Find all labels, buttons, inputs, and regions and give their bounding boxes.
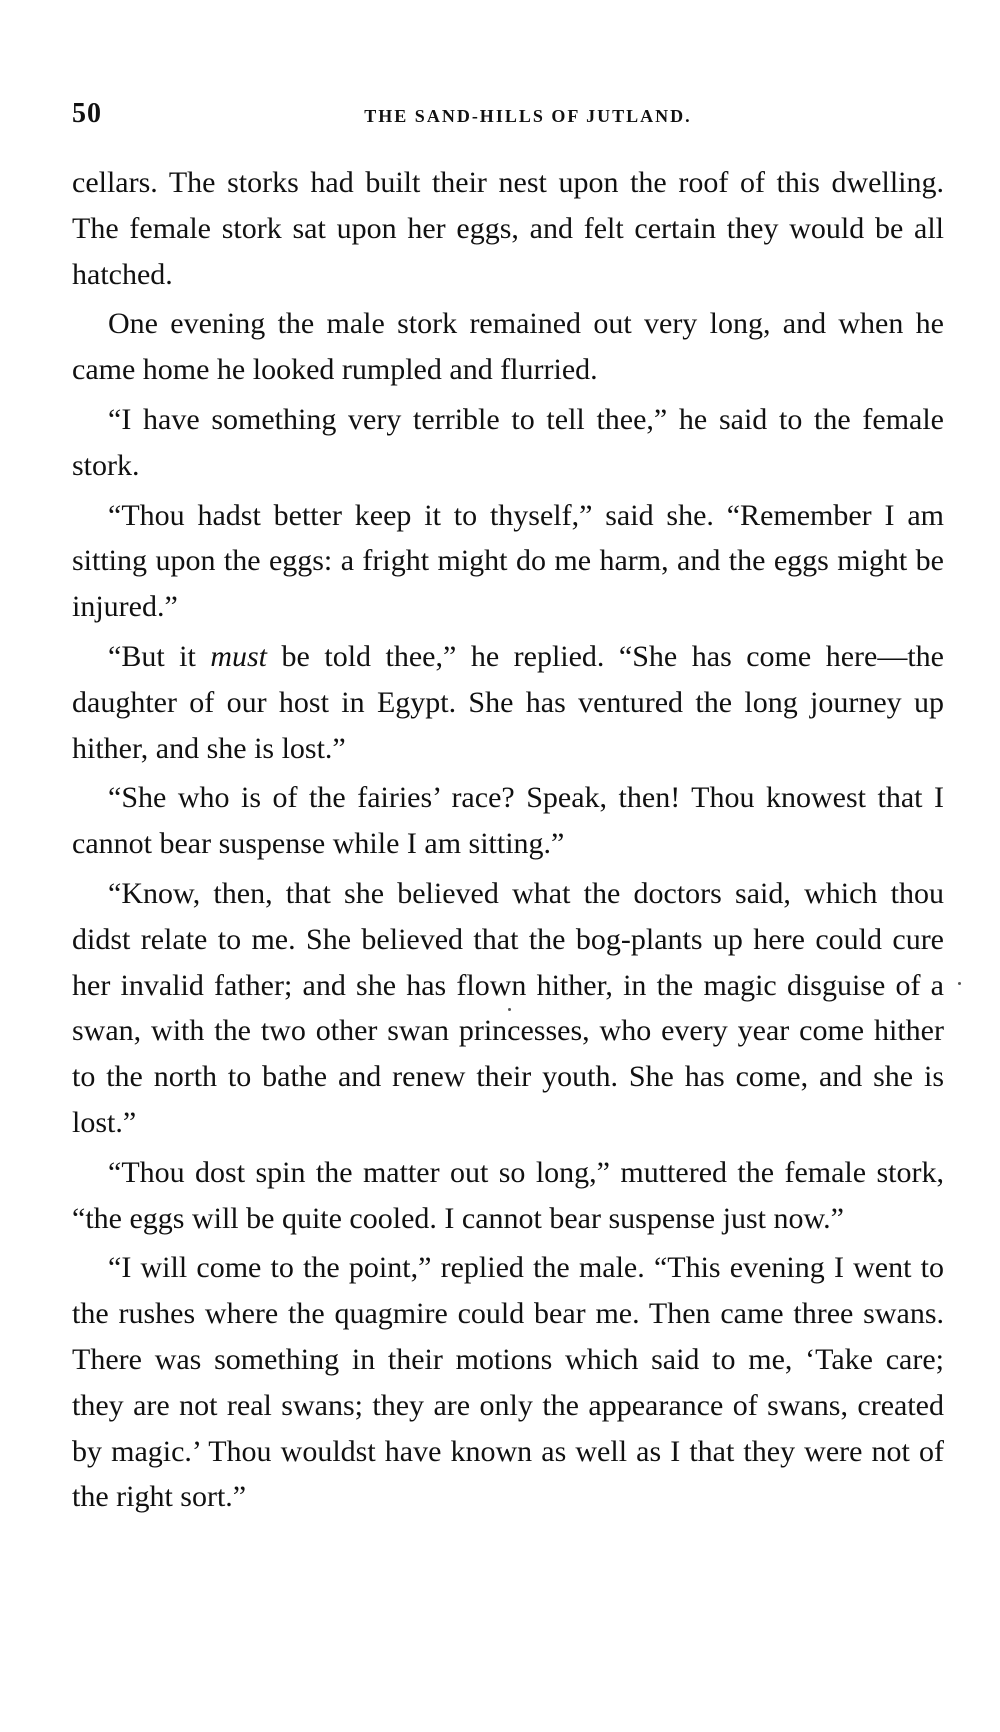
paragraph-text-before-emphasis: “But it (108, 639, 211, 673)
print-speck (958, 982, 961, 985)
paragraph: One evening the male stork remained out very long, and when he came home he looked rumpled and flurried. (72, 307, 944, 387)
page-number: 50 (72, 98, 102, 129)
page-header (72, 98, 944, 138)
paragraph: “I will come to the point,” replied the male. “This evening I went to the rushes where the quagmire could bear me. Then came three swans. There was something in their motions which said to me, ‘Take care; they are not real swans; they are only the appearance of swans, created by magic.’ Thou wouldst have known as well as I that they were not of the right sort.” (72, 1251, 944, 1514)
paragraph-text-after-emphasis: be told thee,” he replied. “She has come here—the daughter of our host in Egypt. She has ventured the long journey up hither, and she is lost.” (72, 639, 944, 765)
paragraph: “She who is of the fairies’ race? Speak, then! Thou knowest that I cannot bear suspense while I am sitting.” (72, 781, 944, 861)
paragraph: “Know, then, that she believed what the doctors said, which thou didst relate to me. She believed that the bog-plants up here could cure her invalid father; and she has flown hither, in the magic disguise of a swan, with the two other swan princesses, who every year come hither to the north to bathe and renew their youth. She has come, and she is lost.” (72, 876, 944, 1139)
running-head: THE SAND-HILLS OF JUTLAND. (364, 106, 692, 126)
paragraph: cellars. The storks had built their nest upon the roof of this dwelling. The female stork sat upon her eggs, and felt certain they would be all hatched. (72, 166, 944, 291)
body-text (72, 160, 944, 1524)
print-speck (508, 1008, 511, 1011)
paragraph (72, 634, 944, 771)
paragraph: “Thou dost spin the matter out so long,” muttered the female stork, “the eggs will be quite cooled. I cannot bear suspense just now.” (72, 1155, 944, 1235)
paragraph: “I have something very terrible to tell thee,” he said to the female stork. (72, 402, 944, 482)
emphasized-word: must (210, 639, 268, 673)
paragraph: “Thou hadst better keep it to thyself,” said she. “Remember I am sitting upon the eggs: a fright might do me harm, and the eggs might be injured.” (72, 498, 944, 624)
